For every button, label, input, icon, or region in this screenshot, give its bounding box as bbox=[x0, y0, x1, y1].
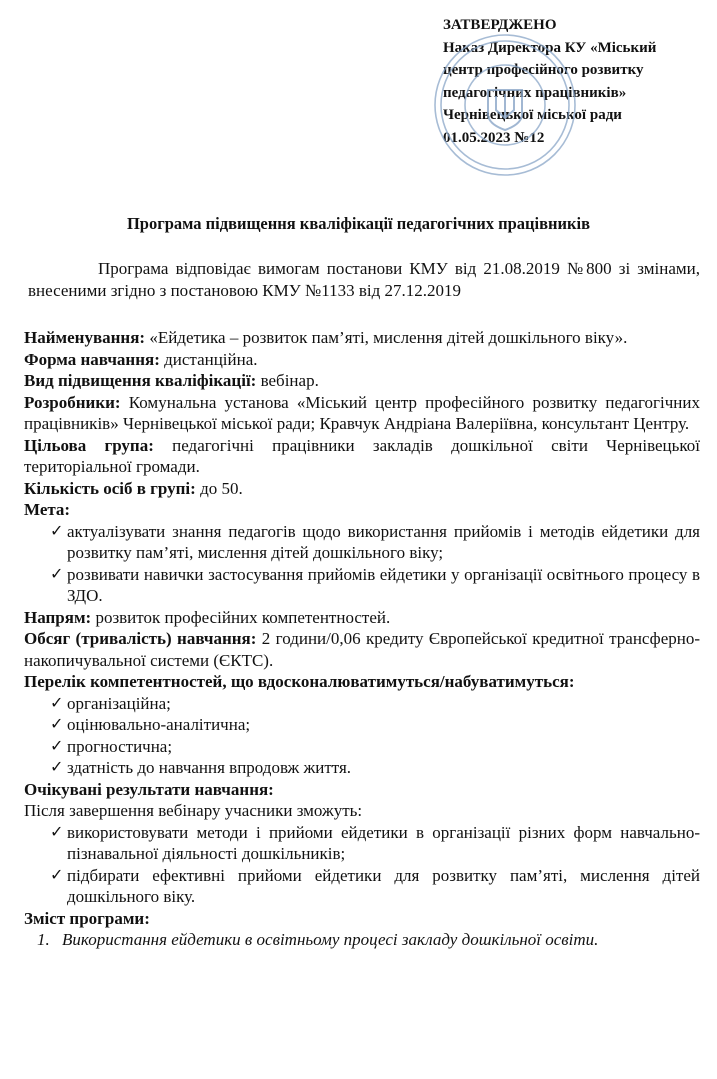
field-label: Розробники: bbox=[24, 392, 121, 412]
list-item bbox=[24, 822, 700, 865]
approval-line: ЗАТВЕРДЖЕНО bbox=[443, 17, 557, 33]
field-label: Напрям: bbox=[24, 607, 92, 627]
field-volume bbox=[24, 628, 700, 671]
competences-list bbox=[24, 693, 700, 779]
list-item-text: організаційна; bbox=[67, 693, 171, 713]
field-label: Кількість осіб в групі: bbox=[24, 478, 196, 498]
list-item bbox=[24, 693, 700, 715]
program-body bbox=[24, 327, 700, 951]
field-type bbox=[24, 370, 700, 392]
field-value: дистанційна. bbox=[164, 349, 258, 369]
list-item-text: Використання ейдетики в освітньому процесі закладу дошкільної освіти. bbox=[62, 930, 599, 949]
field-value: вебінар. bbox=[260, 371, 319, 390]
list-item-text: підбирати ефективні прийоми ейдетики для розвитку пам’яті, мислення дітей дошкільного віку. bbox=[67, 865, 700, 906]
check-icon: ✓ bbox=[50, 522, 64, 540]
list-item bbox=[24, 865, 700, 908]
field-value: до 50. bbox=[200, 478, 243, 498]
field-form bbox=[24, 349, 700, 371]
list-item-text: оцінювально-аналітична; bbox=[67, 715, 251, 734]
list-item bbox=[24, 521, 700, 564]
field-developers bbox=[24, 392, 700, 435]
check-icon: ✓ bbox=[50, 716, 64, 733]
content-label: Зміст програми: bbox=[24, 908, 150, 928]
check-icon: ✓ bbox=[50, 737, 64, 755]
results-lead: Після завершення вебінару учасники зможуть: bbox=[24, 801, 363, 820]
field-name bbox=[24, 327, 700, 349]
list-item-number: 1. bbox=[37, 930, 50, 949]
list-item bbox=[24, 714, 700, 736]
field-value: педагогічні працівники закладів дошкільної світи Чернівецької територіальної громади. bbox=[24, 435, 701, 476]
list-item-text: розвивати навички застосування прийомів ейдетики у організації освітнього процесу в ЗДО. bbox=[67, 564, 700, 605]
field-label: Вид підвищення кваліфікації: bbox=[24, 371, 257, 390]
field-label: Обсяг (тривалість) навчання: bbox=[24, 629, 257, 648]
approval-line: Наказ Директора КУ «Міський bbox=[443, 39, 657, 56]
field-count bbox=[24, 478, 700, 500]
field-target bbox=[24, 435, 700, 478]
list-item bbox=[24, 929, 700, 951]
check-icon: ✓ bbox=[50, 759, 64, 776]
intro-paragraph: Програма відповідає вимогам постанови КМУ від 21.08.2019 №800 зі змінами, внесеними згідно з постановою КМУ №1133 від 27.12.2019 bbox=[28, 259, 700, 300]
field-label: Цільова група: bbox=[24, 435, 154, 455]
field-value: розвиток професійних компетентностей. bbox=[95, 607, 391, 627]
list-item-text: актуалізувати знання педагогів щодо використання прийомів і методів ейдетики для розвитку пам’яті, мислення дітей дошкільного віку; bbox=[67, 521, 700, 562]
field-value: 2 години/0,06 кредиту Європейської кредитної трансферно-накопичувальної системи (ЄКТС). bbox=[24, 629, 700, 670]
check-icon: ✓ bbox=[50, 694, 64, 712]
list-item bbox=[24, 736, 700, 758]
field-label: Форма навчання: bbox=[24, 349, 160, 369]
approval-line: педагогічних працівників» bbox=[443, 84, 627, 101]
field-direction bbox=[24, 607, 700, 629]
list-item bbox=[24, 564, 700, 607]
goal-list bbox=[24, 521, 700, 607]
check-icon: ✓ bbox=[50, 565, 64, 583]
check-icon: ✓ bbox=[50, 823, 64, 841]
list-item-text: прогностична; bbox=[67, 736, 173, 756]
page-title: Програма підвищення кваліфікації педагогічних працівників bbox=[126, 214, 591, 233]
list-item-text: здатність до навчання впродовж життя. bbox=[67, 758, 352, 777]
field-label: Найменування: bbox=[24, 328, 146, 347]
results-list bbox=[24, 822, 700, 908]
list-item-text: використовувати методи і прийоми ейдетики в організації різних форм навчально-пізнавальної діяльності дошкільників; bbox=[67, 822, 700, 863]
approval-line: 01.05.2023 №12 bbox=[443, 129, 545, 146]
list-item bbox=[24, 757, 700, 779]
field-value: «Ейдетика – розвиток пам’яті, мислення дітей дошкільного віку». bbox=[149, 328, 628, 347]
field-value: Комунальна установа «Міський центр професійного розвитку педагогічних працівників» Чернівецької міської ради; Кравчук Андріана Валеріївна, консультант Центру. bbox=[24, 392, 700, 433]
results-label: Очікувані результати навчання: bbox=[24, 779, 274, 799]
goal-label: Мета: bbox=[24, 500, 71, 519]
check-icon: ✓ bbox=[50, 866, 64, 884]
content-list bbox=[24, 929, 700, 951]
competences-label: Перелік компетентностей, що вдосконалюватимуться/набуватимуться: bbox=[24, 672, 575, 691]
approval-line: Чернівецької міської ради bbox=[443, 107, 622, 123]
approval-line: центр професійного розвитку bbox=[443, 62, 644, 78]
approval-block bbox=[443, 14, 713, 149]
